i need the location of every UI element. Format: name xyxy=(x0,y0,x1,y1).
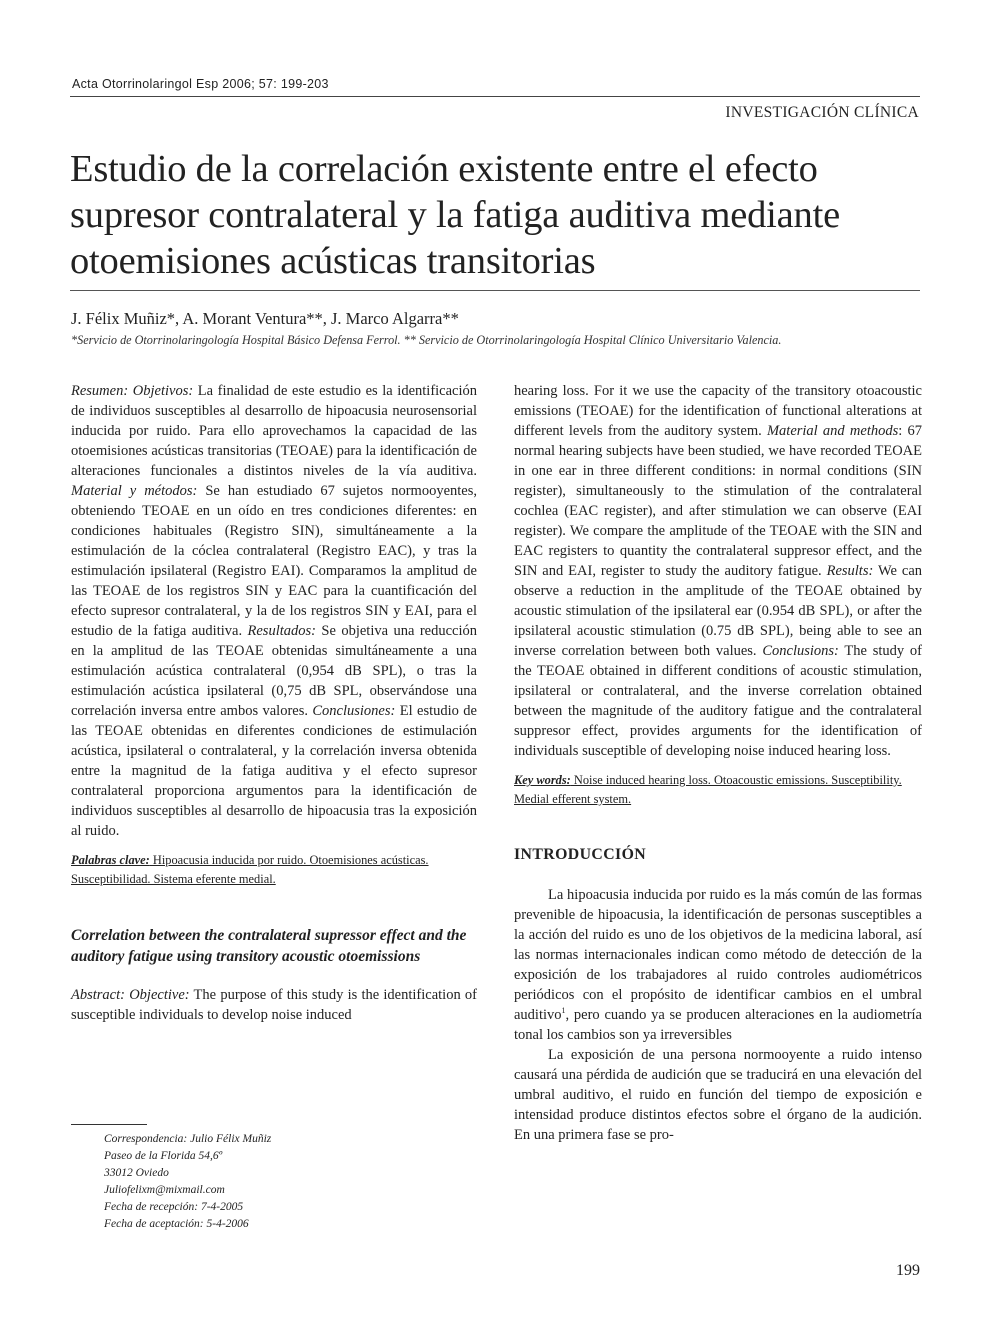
palabras-clave-text: Hipoacusia inducida por ruido. Otoemisiones acústicas. Susceptibilidad. Sistema eferente medial. xyxy=(71,853,429,886)
correspondence-line: 33012 Oviedo xyxy=(104,1167,169,1179)
page-number: 199 xyxy=(896,1262,920,1279)
palabras-clave-label: Palabras clave: xyxy=(71,853,150,867)
palabras-clave xyxy=(71,851,477,889)
left-column xyxy=(71,381,477,1025)
conclusiones-label: Conclusiones: xyxy=(312,703,396,719)
authors: J. Félix Muñiz*, A. Morant Ventura**, J. Marco Algarra** xyxy=(71,309,459,328)
results-text: We can observe a reduction in the amplitude of the TEOAE obtained by acoustic stimulation of the ipsilateral ear (0.954 dB SPL), or after the ipsilateral acoustic stimulation (0.75 dB SPL), being able to see an inverse correlation between both values. xyxy=(514,563,922,659)
abstract-paragraph xyxy=(71,985,477,1025)
intro-p1-a: La hipoacusia inducida por ruido es la más común de las formas prevenible de hipoacusia, la identificación de personas susceptibles a la acción del ruido es uno de los objetivos de la medicina laboral, así las normas internacionales indican como método de detección de la exposición de los trabajadores al ruido controles audiométricos periódicos con el propósito de identificar cambios en el umbral auditivo xyxy=(514,887,922,1023)
conclusiones-text: El estudio de las TEOAE obtenidas en diferentes condiciones de estimulación acústica, ipsilateral o contralateral, y la correlación inversa obtenida entre la magnitud de la fatiga auditiva y el efecto supresor contralateral proporciona argumentos para la identificación de individuos susceptibles al desarrollo de hipoacusia tras la exposición al ruido. xyxy=(71,703,477,839)
key-words-label: Key words: xyxy=(514,773,571,787)
correspondence-email: Juliofelixm@mixmail.com xyxy=(104,1184,225,1196)
conclusions-text: The study of the TEOAE obtained in different conditions of acoustic stimulation, ipsilateral or contralateral, and the inverse correlation obtained between the magnitude of the auditory fatigue and the contralateral suppresor effect, provides arguments for the identification of individuals susceptible of developing noise induced hearing loss. xyxy=(514,643,922,759)
footnote-rule xyxy=(71,1124,147,1125)
correspondence-line: Correspondencia: Julio Félix Muñiz xyxy=(104,1133,272,1145)
metodos-text: Se han estudiado 67 sujetos normooyentes, obteniendo TEOAE en un oído en tres condiciones diferentes: en condiciones habituales (Registro SIN), simultáneamente a la estimulación de la cóclea contralateral (Registro EAC), y tras la estimulación ipsilateral (Registro EAI). Comparamos la amplitud de las TEOAE de los registros SIN y EAC para la cuantificación del efecto supresor contralateral, y la de los registros SIN y EAI, para el estudio de la fatiga auditiva. xyxy=(71,483,477,639)
objective-label: Objective: xyxy=(129,987,190,1003)
right-column xyxy=(514,381,922,1145)
title-rule xyxy=(70,290,920,291)
methods-text: : 67 normal hearing subjects have been studied, we have recorded TEOAE in one ear in three different conditions: in normal conditions (SIN register), simultaneously to the stimulation of the contralateral cochlea (EAC register), and after stimulation we can observe (EAI register). We compare the amplitude of the TEOAE with the SIN and EAC registers to quantity the contralateral suppresor effect, and the SIN and EAI, register to study the auditory fatigue. xyxy=(514,423,923,579)
correspondence-line: Paseo de la Florida 54,6º xyxy=(104,1150,223,1162)
section-label: INVESTIGACIÓN CLÍNICA xyxy=(725,104,919,121)
results-label: Results: xyxy=(826,563,874,579)
citation-ref: 1 xyxy=(561,1006,566,1016)
correspondence-footnote xyxy=(104,1131,271,1233)
metodos-label: Material y métodos: xyxy=(71,483,198,499)
objetivos-label: Objetivos: xyxy=(132,383,194,399)
running-head: Acta Otorrinolaringol Esp 2006; 57: 199-203 xyxy=(72,77,329,91)
abstract-continued xyxy=(514,381,922,761)
resultados-text: Se objetiva una reducción en la amplitud de las TEOAE obtenidas simultáneamente a una estimulación acústica contralateral (0,954 dB SPL), o tras la estimulación acústica ipsilateral (0,75 dB SPL, observándose una correlación inversa entre ambos valores. xyxy=(71,623,477,719)
article-title: Estudio de la correlación existente entre el efecto supresor contralateral y la fatiga auditiva mediante otoemisiones acústicas transitorias xyxy=(70,148,840,282)
intro-p1-b: , pero cuando ya se producen alteraciones en la audiometría tonal los cambios son ya irreversibles xyxy=(514,1007,922,1043)
affiliations: *Servicio de Otorrinolaringología Hospital Básico Defensa Ferrol. ** Servicio de Otorrinolaringología Hospital Clínico Universitario Valencia. xyxy=(71,333,782,347)
english-title: Correlation between the contralateral supressor effect and the auditory fatigue using transitory acoustic otoemissions xyxy=(71,927,467,965)
resumen-label: Resumen: xyxy=(71,383,129,399)
methods-label: Material and methods xyxy=(766,423,899,439)
objective-text-a: The purpose of this study is the identification of susceptible individuals to develop noise induced xyxy=(71,987,478,1023)
key-words xyxy=(514,771,922,809)
resumen-paragraph xyxy=(71,381,477,841)
intro-paragraph-1 xyxy=(514,885,922,1045)
resultados-label: Resultados: xyxy=(247,623,316,639)
key-words-text: Noise induced hearing loss. Otoacoustic emissions. Susceptibility. Medial efferent system. xyxy=(514,773,902,806)
accepted-date: Fecha de aceptación: 5-4-2006 xyxy=(104,1218,249,1230)
intro-paragraph-2: La exposición de una persona normooyente a ruido intenso causará una pérdida de audición que se traducirá en una elevación del umbral auditivo, el ruido en función del tiempo de exposición e intensidad produce distintos efectos sobre el órgano de la audición. En una primera fase se pro- xyxy=(514,1047,922,1143)
header-rule xyxy=(70,96,920,97)
section-heading-introduccion: INTRODUCCIÓN xyxy=(514,846,647,863)
conclusions-label: Conclusions: xyxy=(762,643,839,659)
objective-text-b: hearing loss. For it we use the capacity of the transitory otoacoustic emissions (TEOAE) for the identification of functional alterations at different levels from the auditory system. xyxy=(514,383,922,439)
objetivos-text: La finalidad de este estudio es la identificación de individuos susceptibles al desarrollo de hipoacusia neurosensorial inducida por ruido. Para ello aprovechamos la capacidad de las otoemisiones acústicas transitorias (TEOAE) para la identificación de alteraciones funcionales a distintos niveles de la vía auditiva. xyxy=(71,383,478,479)
abstract-label: Abstract: xyxy=(71,987,125,1003)
received-date: Fecha de recepción: 7-4-2005 xyxy=(104,1201,244,1213)
